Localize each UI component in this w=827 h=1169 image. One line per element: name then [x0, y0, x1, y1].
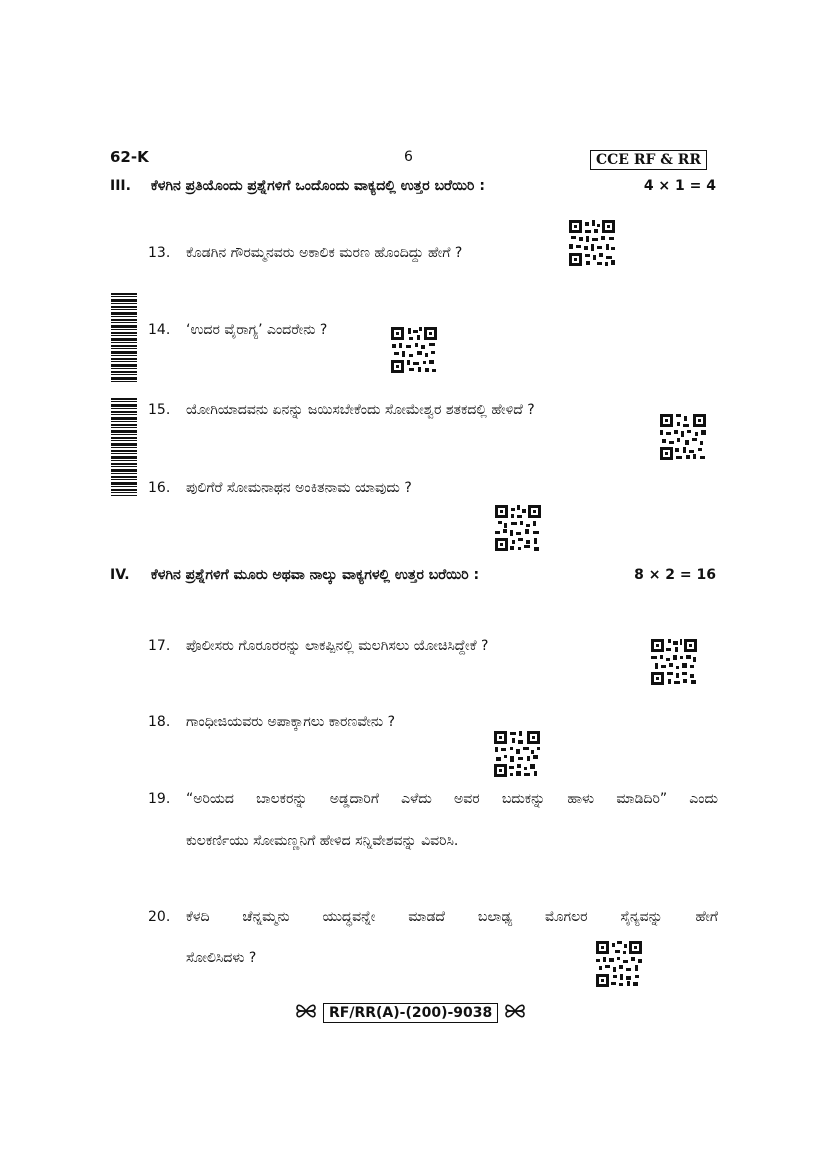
question-text: ಗಾಂಧೀಜಿಯವರು ಅಪಾಕ್ಕಾಗಲು ಕಾರಣವೇನು ?: [186, 714, 396, 730]
question-16: [148, 480, 548, 496]
section-4-heading: [110, 567, 716, 583]
question-text: ಪೊಲೀಸರು ಗೊರೂರರನ್ನು ಲಾಕಪ್ಪಿನಲ್ಲಿ ಮಲಗಿಸಲು ಯೋಚಿಸಿದ್ದೇಕೆ ?: [186, 638, 489, 654]
question-17: [148, 638, 628, 654]
question-number: 17.: [148, 638, 171, 654]
question-number: 16.: [148, 480, 171, 496]
section-4-instruction: ಕೆಳಗಿನ ಪ್ರಶ್ನೆಗಳಿಗೆ ಮೂರು ಅಥವಾ ನಾಲ್ಕು ವಾಕ್ಯಗಳಲ್ಲಿ ಉತ್ತರ ಬರೆಯಿರಿ :: [150, 567, 480, 583]
question-text: ‘ಉದರ ವೈರಾಗ್ಯ’ ಎಂದರೇನು ?: [186, 322, 328, 338]
section-4-marks: 8 × 2 = 16: [634, 567, 716, 583]
section-3-instruction: ಕೆಳಗಿನ ಪ್ರತಿಯೊಂದು ಪ್ರಶ್ನೆಗಳಿಗೆ ಒಂದೊಂದು ವಾಕ್ಯದಲ್ಲಿ ಉತ್ತರ ಬರೆಯಿರಿ :: [150, 178, 485, 194]
question-19-continuation: ಕುಲಕರ್ಣಿಯು ಸೋಮಣ್ಣನಿಗೆ ಹೇಳಿದ ಸನ್ನಿವೇಶವನ್ನು ವಿವರಿಸಿ.: [186, 833, 459, 849]
section-3-marks: 4 × 1 = 4: [643, 178, 716, 194]
question-text: ಯೋಗಿಯಾದವನು ಏನನ್ನು ಜಯಿಸಬೇಕೆಂದು ಸೋಮೇಶ್ವರ ಶತಕದಲ್ಲಿ ಹೇಳಿದೆ ?: [186, 402, 535, 418]
page-number: 6: [404, 149, 413, 165]
question-number: 20.: [148, 909, 171, 925]
qr-code-icon: [596, 941, 642, 987]
barcode-icon: [111, 293, 137, 383]
section-4-roman: IV.: [110, 567, 130, 583]
floral-ornament-icon: [295, 1000, 317, 1026]
section-3-roman: III.: [110, 178, 131, 194]
barcode-icon: [111, 398, 137, 496]
question-number: 13.: [148, 245, 171, 261]
qr-code-icon: [651, 639, 697, 685]
question-19: [148, 791, 718, 807]
section-3-heading: [110, 178, 716, 194]
question-20-continuation: ಸೋಲಿಸಿದಳು ?: [186, 950, 257, 966]
question-20: [148, 909, 718, 925]
scheme-label: CCE RF & RR: [590, 150, 707, 170]
question-text: ಕೊಡಗಿನ ಗೌರಮ್ಮನವರು ಅಕಾಲಿಕ ಮರಣ ಹೊಂದಿದ್ದು ಹೇಗೆ ?: [186, 245, 463, 261]
qr-code-icon: [494, 731, 540, 777]
paper-code: 62-K: [110, 148, 149, 166]
question-18: [148, 714, 488, 730]
question-text: ಕೆಳದಿ ಚೆನ್ನಮ್ಮನು ಯುದ್ಧವನ್ನೇ ಮಾಡದೆ ಬಲಾಢ್ಯ ಮೊಗಲರ ಸೈನ್ಯವನ್ನು ಹೇಗೆ: [186, 909, 718, 925]
question-text: ಪುಲಿಗೆರೆ ಸೋಮನಾಥನ ಅಂಕಿತನಾಮ ಯಾವುದು ?: [186, 480, 412, 496]
footer: [295, 1000, 526, 1026]
qr-code-icon: [495, 505, 541, 551]
footer-code: RF/RR(A)-(200)-9038: [323, 1003, 498, 1023]
question-number: 19.: [148, 791, 171, 807]
question-15: [148, 402, 668, 418]
question-14: [148, 322, 388, 338]
question-13: [148, 245, 568, 261]
question-number: 18.: [148, 714, 171, 730]
question-text: “ಅರಿಯದ ಬಾಲಕರನ್ನು ಅಡ್ಡದಾರಿಗೆ ಎಳೆದು ಅವರ ಬದುಕನ್ನು ಹಾಳು ಮಾಡಿದಿರಿ” ಎಂದು: [186, 791, 718, 807]
qr-code-icon: [569, 220, 615, 266]
question-number: 14.: [148, 322, 171, 338]
floral-ornament-icon: [504, 1000, 526, 1026]
qr-code-icon: [391, 327, 437, 373]
qr-code-icon: [660, 414, 706, 460]
question-number: 15.: [148, 402, 171, 418]
